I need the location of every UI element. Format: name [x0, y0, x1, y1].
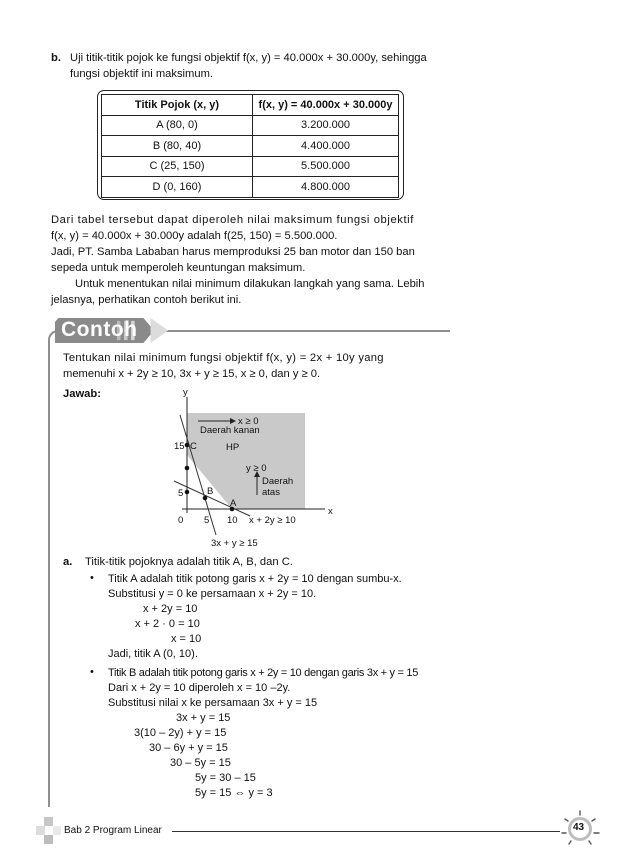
paragraph-line: Untuk menentukan nilai minimum dilakukan langkah yang sama. Lebih	[75, 278, 425, 290]
objective-table-frame	[97, 90, 404, 200]
tick-label: 5	[178, 488, 184, 499]
x-axis-label: x	[328, 506, 333, 517]
chapter-title: Bab 2 Program Linear	[64, 825, 162, 836]
hp-label: HP	[226, 442, 240, 453]
y-ge-0-label: y ≥ 0	[246, 463, 267, 474]
tick-label: 5	[204, 515, 210, 526]
page-number: 43	[573, 822, 585, 833]
part-b-line2: fungsi objektif ini maksimum.	[70, 68, 214, 80]
equation-line: 3x + y = 15	[176, 712, 231, 724]
solution-a-text: Titik-titik pojoknya adalah titik A, B, dan C.	[85, 556, 293, 568]
table-row	[102, 115, 399, 136]
table-row	[102, 136, 399, 157]
equation-line: 30 – 5y = 15	[170, 757, 231, 769]
point-marker	[185, 490, 190, 495]
feasible-region-graph	[160, 385, 360, 550]
solution-line: Substitusi y = 0 ke persamaan x + 2y = 10.	[108, 588, 317, 600]
equation-line: 30 – 6y + y = 15	[149, 742, 228, 754]
equation-line: x + 2 · 0 = 10	[135, 618, 200, 630]
table-cell: 5.500.000	[253, 156, 399, 177]
table-row	[102, 177, 399, 198]
table-cell: D (0, 160)	[102, 177, 253, 198]
question-line: memenuhi x + 2y ≥ 10, 3x + y ≥ 15, x ≥ 0, dan y ≥ 0.	[63, 368, 321, 380]
answer-label: Jawab:	[63, 388, 101, 400]
paragraph-line: Dari tabel tersebut dapat diperoleh nilai maksimum fungsi objektif	[51, 214, 414, 226]
table-header-cell: f(x, y) = 40.000x + 30.000y	[253, 95, 399, 116]
solution-line: Titik A adalah titik potong garis x + 2y = 10 dengan sumbu-x.	[108, 573, 402, 585]
equation-line: x + 2y = 10	[143, 603, 198, 615]
table-cell: B (80, 40)	[102, 136, 253, 157]
table-header-cell: Titik Pojok (x, y)	[102, 95, 253, 116]
part-b-label: b.	[51, 52, 61, 64]
x-ge-0-label: x ≥ 0	[238, 416, 259, 427]
part-b-line1: Uji titik-titik pojok ke fungsi objektif f(x, y) = 40.000x + 30.000y, sehingga	[70, 52, 427, 64]
region-top-label: atas	[262, 487, 280, 498]
table-cell: A (80, 0)	[102, 115, 253, 136]
constraint-label: 3x + y ≥ 15	[211, 538, 258, 549]
paragraph-line: jelasnya, perhatikan contoh berikut ini.	[51, 294, 242, 306]
solution-a-label: a.	[63, 556, 73, 568]
solution-line: Substitusi nilai x ke persamaan 3x + y = 15	[108, 697, 318, 709]
point-label: B	[207, 486, 214, 497]
footer-rule	[172, 831, 560, 832]
y-axis-label: y	[183, 387, 188, 398]
point-marker	[185, 466, 190, 471]
equation-line: x = 10	[171, 633, 202, 645]
paragraph-line: sepeda untuk memperoleh keuntungan maksimum.	[51, 262, 306, 274]
point-label: C	[190, 441, 197, 452]
point-label: A	[230, 498, 237, 509]
equation-line: 3(10 – 2y) + y = 15	[134, 727, 227, 739]
solution-line: Dari x + 2y = 10 diperoleh x = 10 –2y.	[108, 682, 291, 694]
bullet-icon: •	[90, 666, 94, 678]
region-top-label: Daerah	[262, 476, 294, 487]
table-cell: C (25, 150)	[102, 156, 253, 177]
bullet-icon: •	[90, 572, 94, 584]
table-row	[102, 156, 399, 177]
constraint-label: x + 2y ≥ 10	[249, 515, 296, 526]
equation-line: 5y = 15 ⇔ y = 3	[195, 787, 273, 799]
tick-label: 15	[174, 441, 185, 452]
table-cell: 4.800.000	[253, 177, 399, 198]
region-right-label: Daerah kanan	[200, 425, 260, 436]
tick-label: 10	[227, 515, 238, 526]
objective-table	[101, 94, 399, 198]
footer-squares-icon	[36, 817, 62, 845]
solution-line: Titik B adalah titik potong garis x + 2y = 10 dengan garis 3x + y = 15	[108, 667, 419, 679]
example-title: Contoh	[61, 318, 138, 341]
table-cell: 3.200.000	[253, 115, 399, 136]
question-line: Tentukan nilai minimum fungsi objektif f(x, y) = 2x + 10y yang	[63, 352, 384, 364]
table-cell: 4.400.000	[253, 136, 399, 157]
table-header-row	[102, 95, 399, 116]
paragraph-line: f(x, y) = 40.000x + 30.000y adalah f(25, 150) = 5.500.000.	[51, 230, 338, 242]
solution-line: Jadi, titik A (0, 10).	[108, 648, 198, 660]
tick-label: 0	[178, 515, 184, 526]
point-c	[185, 443, 190, 448]
paragraph-line: Jadi, PT. Samba Lababan harus memproduksi 25 ban motor dan 150 ban	[51, 246, 415, 258]
equation-line: 5y = 30 – 15	[195, 772, 256, 784]
